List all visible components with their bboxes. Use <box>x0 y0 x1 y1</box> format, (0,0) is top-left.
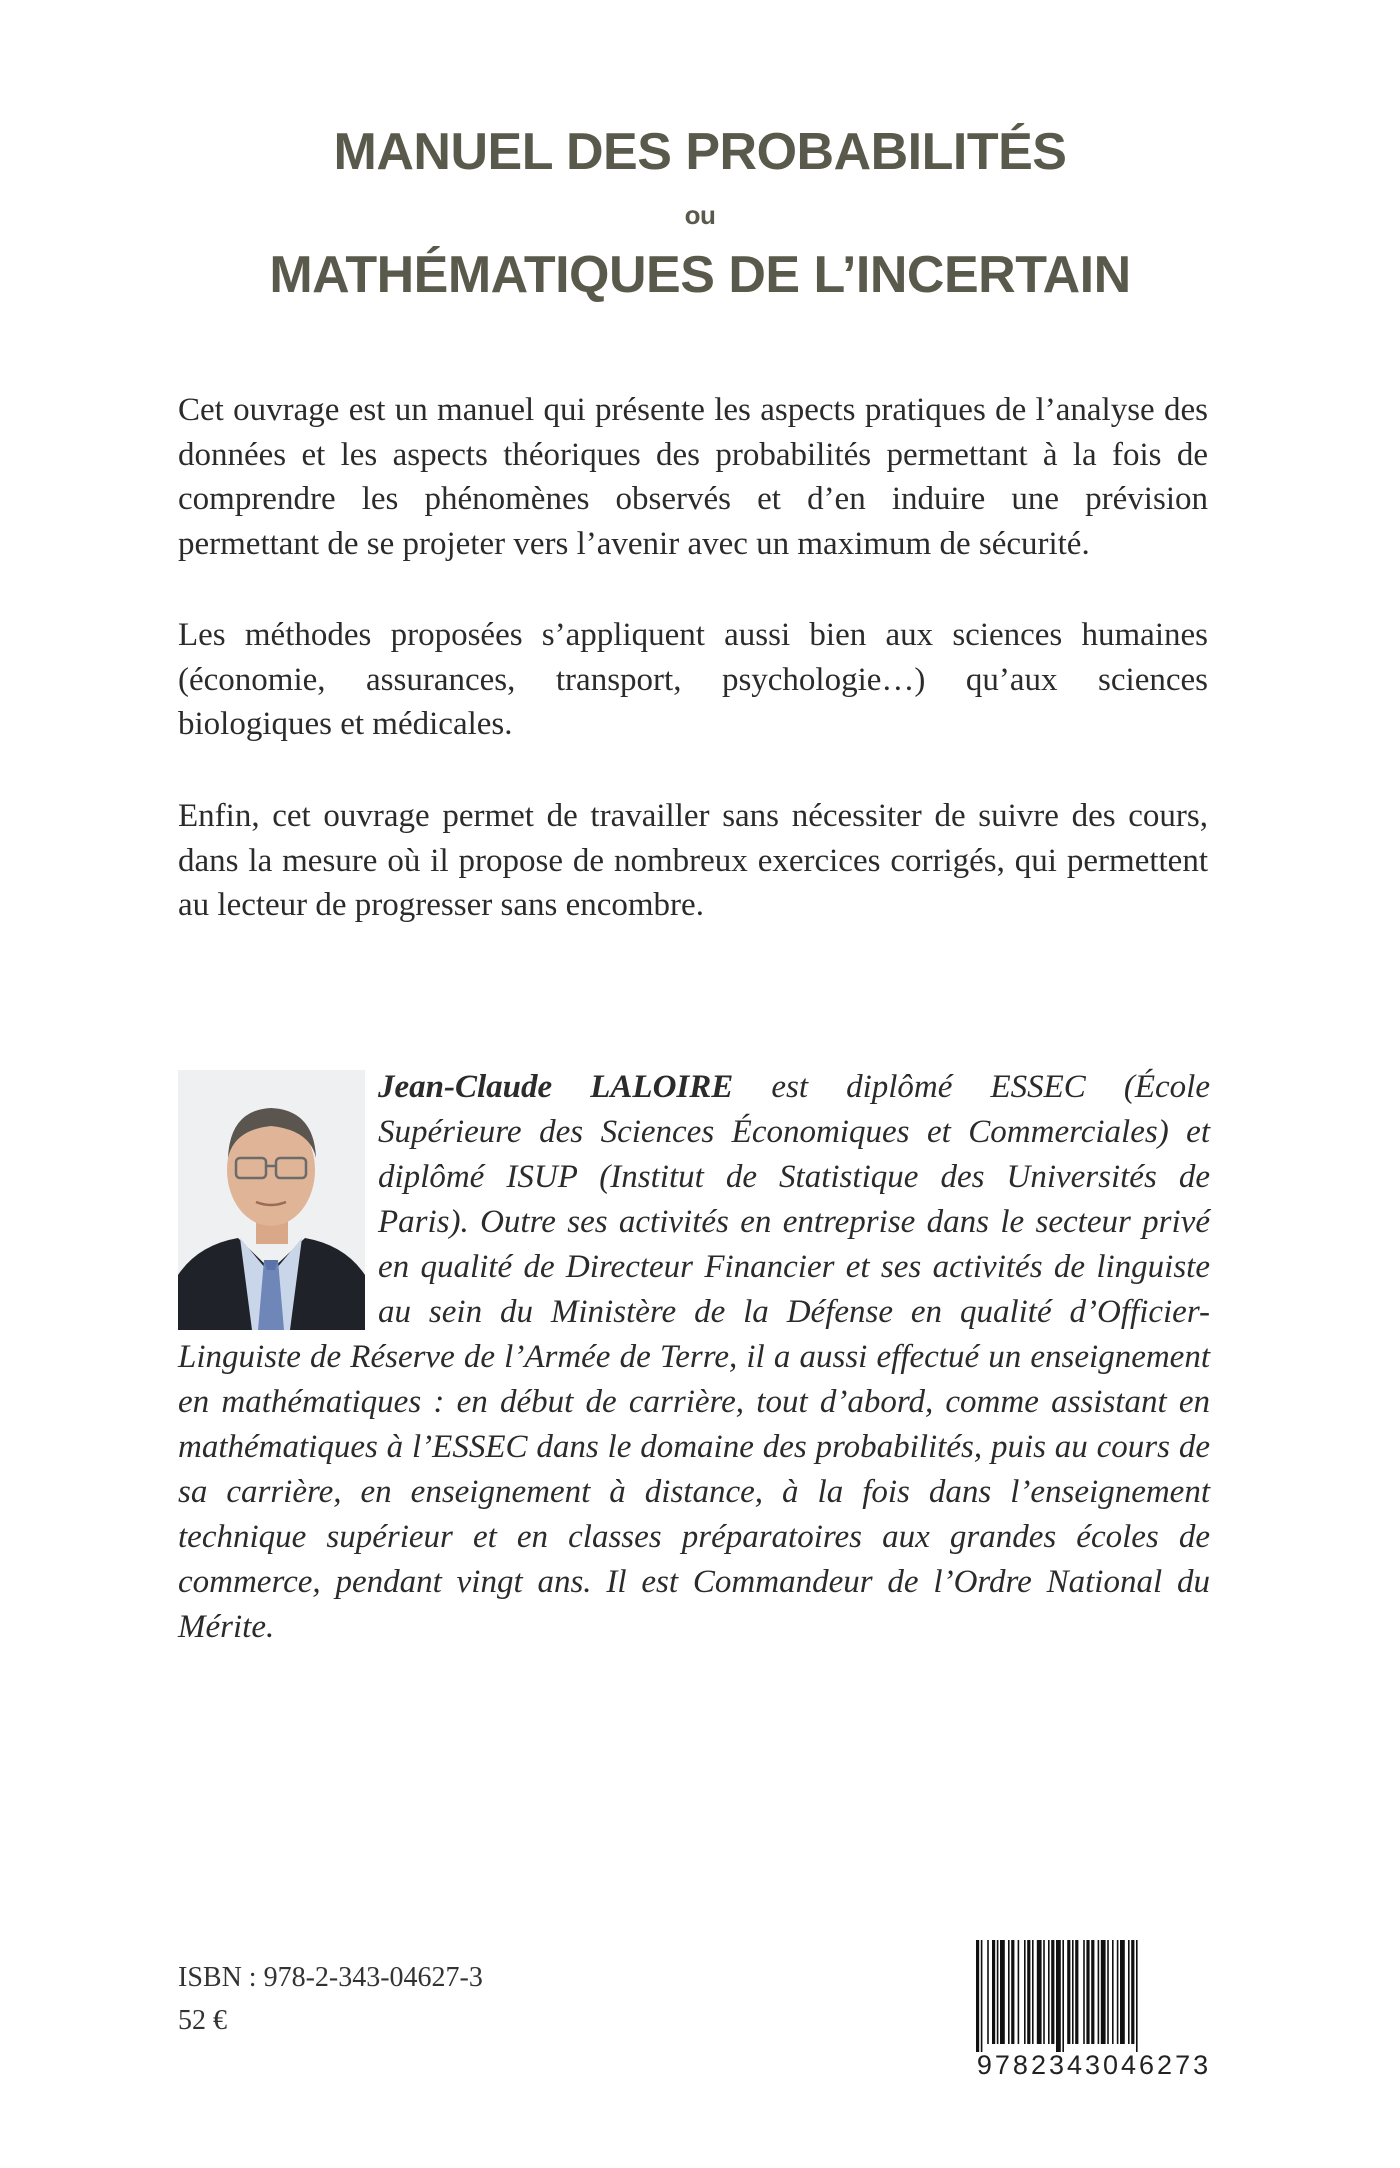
barcode-bar <box>1128 1940 1130 2044</box>
price: 52 € <box>178 2005 227 2036</box>
barcode-bar <box>1131 1940 1134 2044</box>
barcode-bar <box>997 1940 999 2044</box>
barcode-bar <box>1043 1940 1045 2044</box>
title-line-1: MANUEL DES PROBABILITÉS <box>333 123 1067 181</box>
barcode-bar <box>1083 1940 1085 2044</box>
barcode-bar <box>1062 1940 1064 2052</box>
barcode-bar <box>1024 1940 1026 2044</box>
barcode-bar <box>981 1940 983 2052</box>
summary-paragraph-3: Enfin, cet ouvrage permet de travailler sans nécessiter de suivre des cours, dans la mesure où il propose de nombreux exercices corrigés, qui permettent au lecteur de progresser sans encombre. <box>178 798 1208 923</box>
barcode-bar <box>1091 1940 1094 2044</box>
barcode-bar <box>1072 1940 1074 2044</box>
barcode-bar <box>1008 1940 1010 2044</box>
barcode-bar <box>1032 1940 1034 2044</box>
summary-paragraph-1: Cet ouvrage est un manuel qui présente les aspects pratiques de l’analyse des données et les aspects théoriques des probabilités permettant à la fois de comprendre les phénomènes observés et d’en induire une prévision permettant de se projeter vers l’avenir avec un maximum de sécurité. <box>178 392 1208 562</box>
photo-wrap-space <box>178 1065 378 1335</box>
barcode-bar <box>1136 1940 1138 2052</box>
barcode-bar <box>1075 1940 1078 2044</box>
barcode-bar <box>992 1940 995 2044</box>
author-name: Jean-Claude LALOIRE <box>378 1069 734 1105</box>
barcode-bar <box>1117 1940 1119 2044</box>
barcode-bar <box>1018 1940 1020 2044</box>
barcode-number: 9782343046273 <box>976 2050 1212 2080</box>
barcode-bar <box>1011 1940 1014 2044</box>
author-bio <box>178 1065 1210 1650</box>
barcode-bar <box>976 1940 979 2052</box>
barcode-bar <box>1101 1940 1106 2044</box>
barcode-bar <box>1000 1940 1005 2044</box>
barcode-bar <box>1120 1940 1125 2044</box>
barcode-bar <box>1037 1940 1042 2044</box>
isbn: ISBN : 978-2-343-04627-3 <box>178 1962 483 1993</box>
barcode-icon <box>970 1940 1218 2060</box>
title-connector: ou <box>684 200 716 230</box>
barcode-bar <box>1048 1940 1050 2044</box>
barcode-bar <box>1107 1940 1109 2044</box>
barcode-bar <box>1027 1940 1030 2044</box>
barcode-bar <box>987 1940 989 2044</box>
barcode-bar <box>1067 1940 1070 2044</box>
summary-paragraph-2: Les méthodes proposées s’appliquent aussi bien aux sciences humaines (économie, assurances, transport, psychologie…) qu’aux sciences biologiques et médicales. <box>178 617 1208 742</box>
barcode-bar <box>1051 1940 1054 2044</box>
barcode-bar <box>1056 1940 1061 2052</box>
title-line-2: MATHÉMATIQUES DE L’INCERTAIN <box>269 246 1131 304</box>
barcode-bar <box>1098 1940 1100 2044</box>
barcode-bar <box>1112 1940 1114 2044</box>
author-bio-text: est diplômé ESSEC (École Supérieure des Sciences Économiques et Commerciales) et diplômé ISUP (Institut de Statistique des Universités de Paris). Outre ses activités en entreprise dans le secteur privé en qualité de Directeur Financier et ses activités de linguiste au sein du Ministère de la Défense en qualité d’Officier-Linguiste de Réserve de l’Armée de Terre, il a aussi effectué un enseignement en mathématiques : en début de carrière, tout d’abord, comme assistant en mathématiques à l’ESSEC dans le domaine des probabilités, puis au cours de sa carrière, en enseignement à distance, à la fois dans l’enseignement technique supérieur et en classes préparatoires aux grandes écoles de commerce, pendant vingt ans. Il est Commandeur de l’Ordre National du Mérite. <box>178 1069 1210 1645</box>
barcode-bar <box>1086 1940 1089 2044</box>
